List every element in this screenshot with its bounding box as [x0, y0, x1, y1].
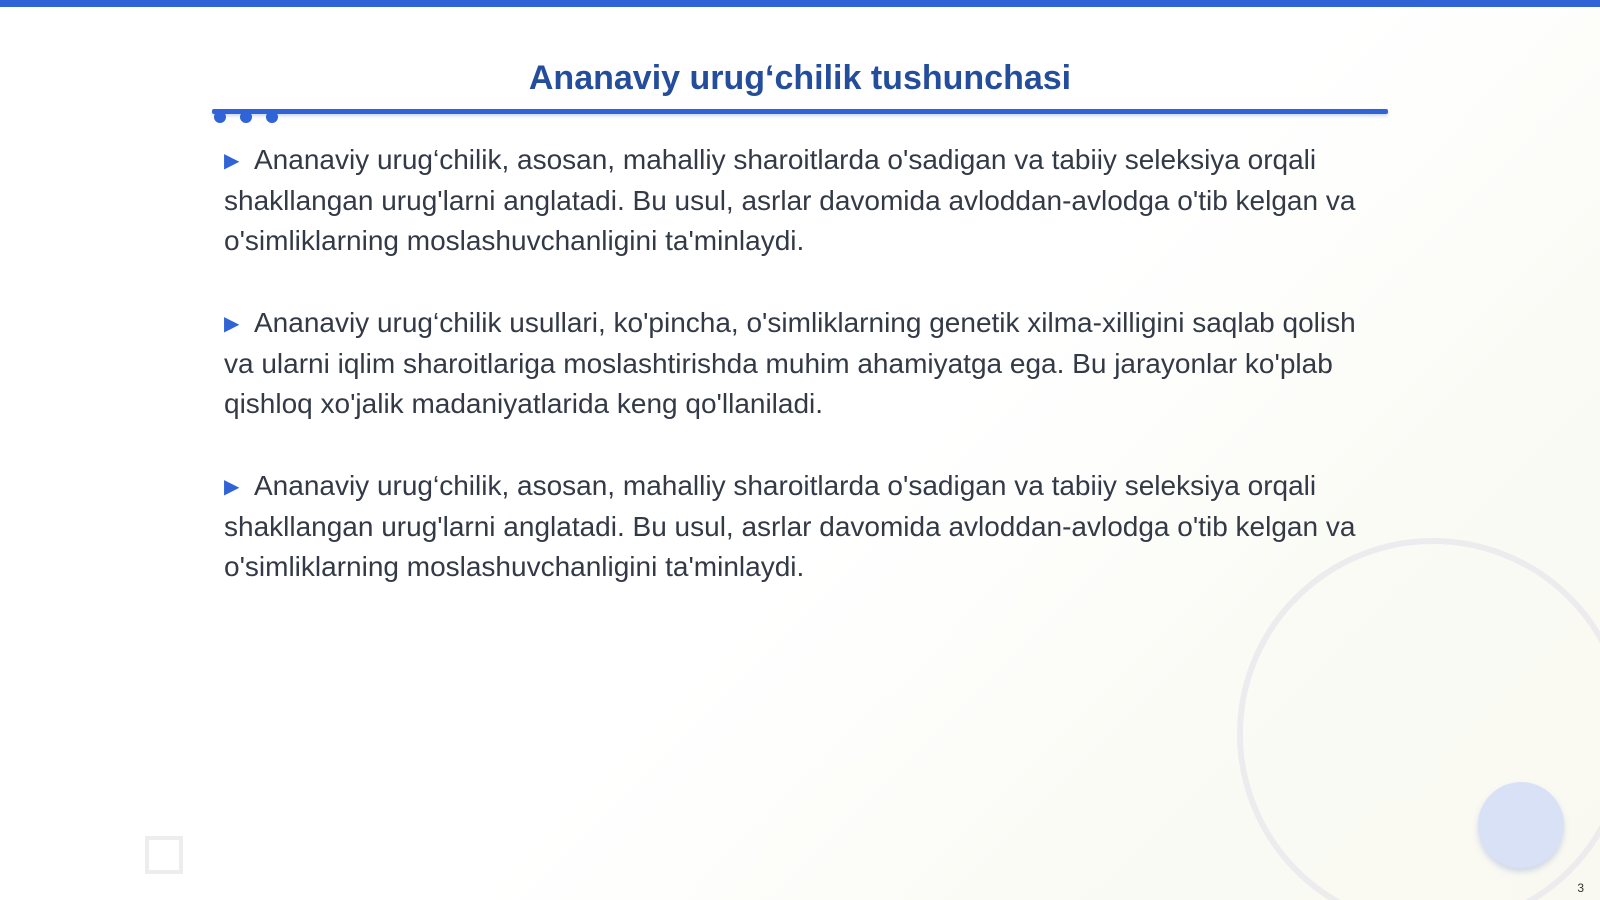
underline-dot	[240, 111, 252, 123]
decorative-circle	[1478, 782, 1564, 868]
bullet-text: Ananaviy urug‘chilik usullari, ko'pincha, o'simliklarning genetik xilma-xilligini saqlab qolish va ularni iqlim sharoitlariga moslashtirishda muhim ahamiyatga ega. Bu jarayonlar ko'plab qishloq xo'jalik madaniyatlarida keng qo'llaniladi.	[224, 307, 1356, 419]
page-number: 3	[1577, 881, 1584, 895]
triangle-right-icon: ▶	[224, 476, 240, 498]
underline-dot	[266, 111, 278, 123]
bullet-paragraph	[224, 140, 1384, 261]
bullet-list	[224, 140, 1384, 629]
underline-dot	[214, 111, 226, 123]
triangle-right-icon: ▶	[224, 150, 240, 172]
top-accent-bar	[0, 0, 1600, 7]
triangle-right-icon: ▶	[224, 313, 240, 335]
bullet-text: Ananaviy urug‘chilik, asosan, mahalliy sharoitlarda o'sadigan va tabiiy seleksiya orqali shakllangan urug'larni anglatadi. Bu usul, asrlar davomida avloddan-avlodga o'tib kelgan va o'simliklarning moslashuvchanligini ta'minlaydi.	[224, 470, 1356, 582]
bullet-paragraph	[224, 303, 1384, 424]
bullet-text: Ananaviy urug‘chilik, asosan, mahalliy sharoitlarda o'sadigan va tabiiy seleksiya orqali shakllangan urug'larni anglatadi. Bu usul, asrlar davomida avloddan-avlodga o'tib kelgan va o'simliklarning moslashuvchanligini ta'minlaydi.	[224, 144, 1356, 256]
bullet-paragraph	[224, 466, 1384, 587]
decorative-square	[145, 836, 183, 874]
title-underline	[212, 109, 1388, 114]
slide-title: Ananaviy urug‘chilik tushunchasi	[528, 59, 1072, 97]
